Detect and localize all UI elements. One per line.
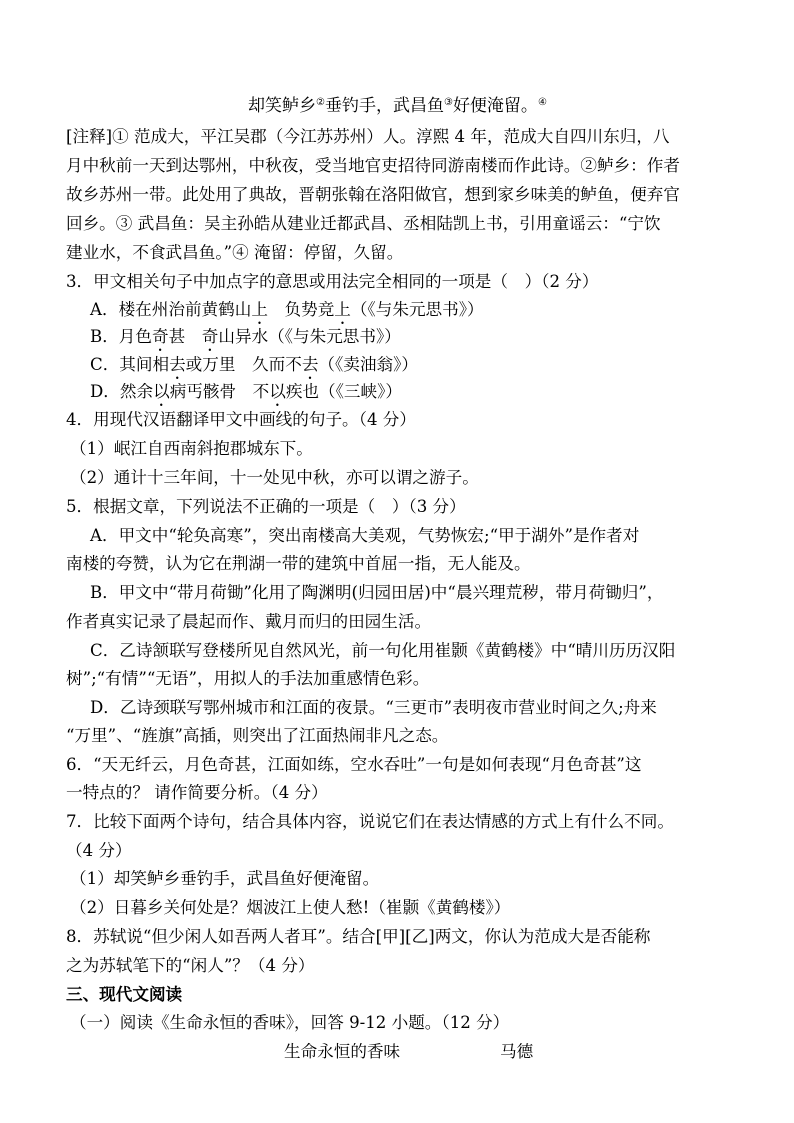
question-3-stem: 3．甲文相关句子中加点字的意思或用法完全相同的一项是（ ）（2 分） [66,272,599,291]
note-marker: ③ [443,97,453,108]
note-marker: ② [316,97,325,108]
article-author: 马德 [500,1042,534,1061]
option-text: 负势竞 [267,300,335,319]
question-3-option-d [90,381,402,410]
option-text: C．其间相 [90,355,170,374]
note-line: [注释]① 范成大，平江吴郡（今江苏苏州）人。淳熙 4 年，范成大自四川东归，八 [66,127,670,146]
option-text: 或万里 久而不 [185,355,302,374]
question-4-sentence-2: （2）通计十三年间，十一处见中秋，亦可以谓之游子。 [70,468,479,487]
poem-text: 好便淹留。 [452,96,538,116]
question-7-stem: 7．比较下面两个诗句，结合具体内容，说说它们在表达情感的方式上有什么不同。 [66,812,674,831]
option-text: 山异水（《与朱元思书》） [218,327,401,346]
option-text: 疾也（《三峡》） [285,382,402,401]
question-5-line: D．乙诗颈联写鄂州城市和江面的夜景。“三更市”表明夜市营业时间之久;舟来 [90,698,657,717]
note-line: 故乡苏州一带。此处用了典故，晋朝张翰在洛阳做官，想到家乡味美的鲈鱼，便弃官 [66,185,680,204]
dotted-char: 上 [334,300,351,319]
poem-line [248,95,547,117]
question-5-line: 树”;“有情”“无语”，用拟人的手法加重感情色彩。 [66,669,430,688]
dotted-char: 去 [169,355,186,374]
poem-text: 却笑鲈乡 [248,96,316,116]
question-5-line: 南楼的夸赞，认为它在荆湖一带的建筑中首屈一指，无人能及。 [66,554,531,573]
question-5-line: “万里”、“旌旗”高插，则突出了江面热闹非凡之态。 [66,726,449,745]
dotted-char: 奇 [151,327,169,346]
option-text: A．楼在州治前黄鹤山 [90,300,252,319]
question-8-line: 之为苏轼笔下的“闲人”？（4 分） [66,956,315,975]
dotted-char: 上 [251,300,268,319]
question-3-option-c [90,354,418,383]
dotted-char: 奇 [201,327,219,346]
option-text: （《卖油翁》） [318,355,418,374]
dotted-char: 去 [301,355,319,374]
question-5-line: B．甲文中“带月荷锄”化用了陶渊明(归园田居)中“晨兴理荒秽，带月荷锄归”， [90,583,664,602]
question-4-sentence-1: （1）岷江自西南斜抱郡城东下。 [70,439,313,458]
dotted-char: 以 [153,382,170,401]
option-text: （《与朱元思书》） [350,300,484,319]
question-5-line: C．乙诗颔联写登楼所见自然风光，前一句化用崔颢《黄鹤楼》中“晴川历历汉阳 [90,641,676,660]
note-line: 回乡。③ 武昌鱼：吴主孙皓从建业迁都武昌、丞相陆凯上书，引用童谣云：“宁饮 [66,214,661,233]
question-6-line: 一特点的？ 请作简要分析。（4 分） [66,783,328,802]
note-marker: ④ [537,97,547,108]
note-line: 建业水，不食武昌鱼。”④ 淹留：停留，久留。 [66,243,404,262]
question-7-sentence-1: （1）却笑鲈乡垂钓手，武昌鱼好便淹留。 [70,869,380,888]
reading-intro: （一）阅读《生命永恒的香味》，回答 9-12 小题。（12 分） [70,1013,510,1032]
dotted-char: 以 [269,382,286,401]
question-5-stem: 5．根据文章，下列说法不正确的一项是（ ）（3 分） [66,497,466,516]
question-7-sentence-2: （2）日暮乡关何处是？烟波江上使人愁!（崔颢《黄鹤楼》） [70,898,511,917]
note-line: 月中秋前一天到达鄂州，中秋夜，受当地官吏招待同游南楼而作此诗。②鲈乡：作者 [66,156,680,175]
question-3-option-b [90,326,401,355]
question-5-line: A．甲文中“轮奂高寒”，突出南楼高大美观，气势恢宏;“甲于湖外”是作者对 [90,526,640,545]
question-5-line: 作者真实记录了晨起而作、戴月而归的田园生活。 [66,612,432,631]
option-text: D．然余 [90,382,154,401]
section-heading: 三、现代文阅读 [66,985,183,1004]
question-6-line: 6．“天无纤云，月色奇甚，江面如练，空水吞吐”一句是如何表现“月色奇甚”这 [66,755,642,774]
question-8-line: 8．苏轼说“但少闲人如吾两人者耳”。结合[甲][乙]两文，你认为范成大是否能称 [66,927,651,946]
option-text: B．月色 [90,327,152,346]
poem-text: 垂钓手，武昌鱼 [324,96,444,116]
question-4-stem: 4．用现代汉语翻译甲文中画线的句子。（4 分） [66,410,416,429]
option-text: 甚 [168,327,202,346]
question-7-score: （4 分） [66,841,132,860]
question-3-option-a [90,299,484,328]
article-title: 生命永恒的香味 [284,1042,401,1061]
option-text: 病丐骸骨 不 [169,382,270,401]
